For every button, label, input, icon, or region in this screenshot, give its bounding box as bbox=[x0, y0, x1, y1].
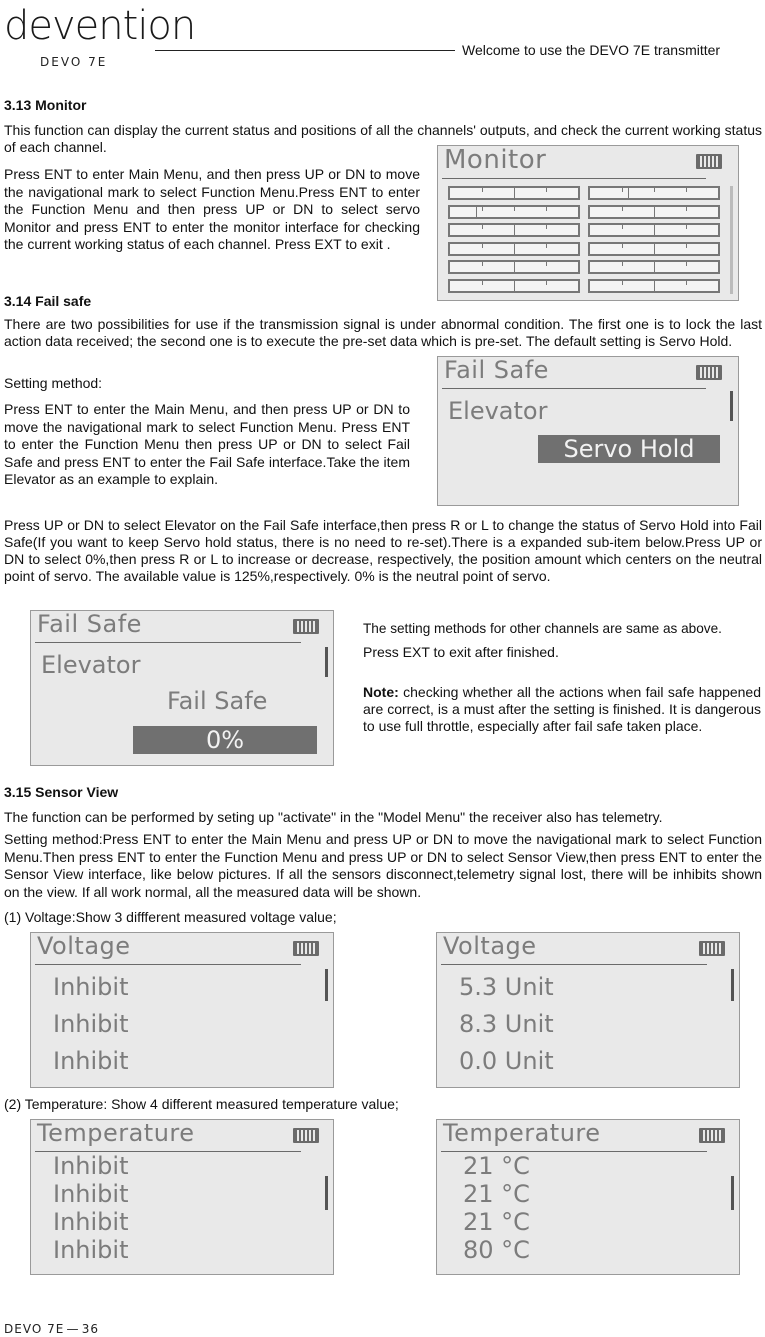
battery-icon bbox=[293, 619, 319, 634]
channel-tick bbox=[686, 188, 687, 192]
battery-icon bbox=[699, 941, 725, 956]
page-footer: DEVO 7E — 36 bbox=[4, 1322, 99, 1336]
screen-item-elevator: Elevator bbox=[41, 651, 141, 679]
channel-position-marker bbox=[628, 188, 629, 198]
screen-status-fail-safe: Fail Safe bbox=[167, 687, 268, 715]
scrollbar bbox=[325, 969, 328, 1001]
failsafe-screen-value bbox=[30, 610, 334, 766]
voltage-value: Inhibit bbox=[53, 1010, 129, 1038]
voltage-value: 0.0 Unit bbox=[459, 1047, 554, 1075]
temperature-caption: (2) Temperature: Show 4 different measured temperature value; bbox=[4, 1096, 399, 1112]
temperature-value: Inhibit bbox=[53, 1152, 129, 1180]
note-label: Note: bbox=[363, 684, 399, 700]
channel-position-marker bbox=[514, 244, 515, 254]
voltage-value: 8.3 Unit bbox=[459, 1010, 554, 1038]
channel-position-marker bbox=[654, 262, 655, 272]
channel-tick bbox=[514, 207, 515, 211]
temperature-value: Inhibit bbox=[53, 1180, 129, 1208]
screen-title: Temperature bbox=[443, 1119, 601, 1147]
header-welcome: Welcome to use the DEVO 7E transmitter bbox=[462, 42, 721, 58]
channel-tick bbox=[482, 244, 483, 248]
channel-bar bbox=[588, 242, 720, 256]
section-heading-failsafe: 3.14 Fail safe bbox=[4, 293, 92, 309]
scrollbar bbox=[325, 647, 328, 677]
channel-bar bbox=[588, 223, 720, 237]
monitor-screen bbox=[437, 145, 739, 301]
channel-tick bbox=[482, 188, 483, 192]
channel-tick bbox=[482, 225, 483, 229]
monitor-body: Press ENT to enter Main Menu, and then press UP or DN to move the navigational mark to select Function Menu.Press ENT to enter the Function Menu and then press UP or DN to select servo Monitor and press ENT to enter the monitor interface for checking the current working status of each channel. Press EXT to exit . bbox=[4, 166, 420, 253]
channel-tick bbox=[622, 225, 623, 229]
channel-position-marker bbox=[654, 207, 655, 217]
sensor-intro: The function can be performed by seting up "activate" in the "Model Menu" the receiver also has telemetry. bbox=[4, 809, 663, 825]
screen-title-rule bbox=[442, 388, 706, 389]
channel-tick bbox=[546, 188, 547, 192]
temperature-value: Inhibit bbox=[53, 1236, 129, 1264]
voltage-value: 5.3 Unit bbox=[459, 973, 554, 1001]
channel-tick bbox=[622, 244, 623, 248]
channel-position-marker bbox=[654, 244, 655, 254]
channel-tick bbox=[622, 207, 623, 211]
channel-bar bbox=[448, 223, 580, 237]
channel-position-marker bbox=[654, 281, 655, 291]
battery-icon bbox=[293, 941, 319, 956]
channel-bar bbox=[588, 279, 720, 293]
model-name: DEVO 7E bbox=[40, 55, 108, 69]
channel-tick bbox=[686, 207, 687, 211]
channel-bar bbox=[448, 205, 580, 219]
temperature-screen-values bbox=[436, 1119, 740, 1275]
failsafe-other-channels: The setting methods for other channels are same as above. bbox=[363, 621, 722, 636]
scrollbar bbox=[730, 391, 733, 421]
channel-tick bbox=[654, 188, 655, 192]
channel-position-marker bbox=[514, 262, 515, 272]
failsafe-body-2: Press UP or DN to select Elevator on the Fail Safe interface,then press R or L to change the status of Servo Hold into Fail Safe(If you want to keep Servo hold status, there is no need to re-set).There is a expanded sub-item below.Press UP or DN to select 0%,then press R or L to increase or decrease, respectively, the position amount which centers on the neutral point of servo. The available value is 125%,respectively. 0% is the neutral point of servo. bbox=[4, 517, 762, 584]
temperature-value: 21 °C bbox=[463, 1180, 530, 1208]
failsafe-body: Press ENT to enter the Main Menu, and then press UP or DN to move the navigational mark to select Function Menu. Press ENT to enter the Function Menu then press UP or DN to select Fail Safe and press ENT to enter the Fail Safe interface.Take the item Elevator as an example to explain. bbox=[4, 401, 410, 488]
channel-position-marker bbox=[654, 225, 655, 235]
failsafe-setting-method: Setting method: bbox=[4, 375, 103, 391]
header-rule bbox=[155, 50, 455, 51]
channel-tick bbox=[482, 207, 483, 211]
scrollbar bbox=[731, 969, 734, 1001]
channel-bar bbox=[448, 279, 580, 293]
channel-bar bbox=[588, 260, 720, 274]
scrollbar bbox=[730, 186, 733, 294]
voltage-caption: (1) Voltage:Show 3 diffferent measured voltage value; bbox=[4, 909, 337, 925]
channel-tick bbox=[546, 244, 547, 248]
failsafe-screen-servo-hold bbox=[437, 356, 739, 506]
sensor-body: Setting method:Press ENT to enter the Main Menu and press UP or DN to move the navigational mark to select Function Menu.Then press ENT to enter the Function Menu and press UP or DN to select Sensor View,then press ENT to enter the Sensor View interface, like below pictures. If all the sensors disconnect,telemetry signal lost, there will be inhibits shown on the view. If all work normal, all the measured data will be shown. bbox=[4, 831, 762, 900]
failsafe-exit: Press EXT to exit after finished. bbox=[363, 644, 559, 660]
screen-title: Voltage bbox=[37, 932, 131, 960]
screen-title-rule bbox=[441, 964, 707, 965]
screen-title: Voltage bbox=[443, 932, 537, 960]
channel-tick bbox=[622, 188, 623, 192]
temperature-value: 21 °C bbox=[463, 1152, 530, 1180]
channel-bar bbox=[588, 205, 720, 219]
channel-tick bbox=[546, 207, 547, 211]
channel-tick bbox=[686, 262, 687, 266]
temperature-value: 80 °C bbox=[463, 1236, 530, 1264]
channel-position-marker bbox=[514, 225, 515, 235]
channel-tick bbox=[482, 262, 483, 266]
channel-bar bbox=[448, 242, 580, 256]
channel-position-marker bbox=[476, 207, 477, 217]
channel-position-marker bbox=[514, 281, 515, 291]
battery-icon bbox=[696, 365, 722, 380]
monitor-intro: This function can display the current status and positions of all the channels' outputs, and check the current working status of each channel. bbox=[4, 122, 762, 155]
channel-tick bbox=[546, 225, 547, 229]
battery-icon bbox=[696, 154, 722, 169]
failsafe-note bbox=[363, 684, 761, 735]
screen-title: Fail Safe bbox=[37, 610, 142, 638]
channel-bar bbox=[448, 186, 580, 200]
channel-tick bbox=[482, 281, 483, 285]
channel-bar bbox=[448, 260, 580, 274]
brand-logo: devention bbox=[4, 3, 196, 49]
screen-title-rule bbox=[442, 178, 706, 179]
voltage-value: Inhibit bbox=[53, 973, 129, 1001]
temperature-screen-inhibit bbox=[30, 1119, 334, 1275]
battery-icon bbox=[293, 1128, 319, 1143]
temperature-value: Inhibit bbox=[53, 1208, 129, 1236]
channel-position-marker bbox=[514, 188, 515, 198]
section-heading-monitor: 3.13 Monitor bbox=[4, 97, 87, 113]
failsafe-intro: There are two possibilities for use if the transmission signal is under abnormal condition. The first one is to lock the last action data received; the second one is to execute the pre-set data which is pre-set. The default setting is Servo Hold. bbox=[4, 316, 762, 349]
channel-bar bbox=[588, 186, 720, 200]
screen-value-percent: 0% bbox=[133, 726, 317, 754]
section-heading-sensor-view: 3.15 Sensor View bbox=[4, 784, 119, 800]
note-text: checking whether all the actions when fail safe happened are correct, is a must after the setting is finished. It is dangerous to use full throttle, especially after fail safe taken place. bbox=[363, 684, 761, 734]
screen-title-rule bbox=[35, 964, 301, 965]
screen-title: Fail Safe bbox=[444, 356, 549, 384]
scrollbar bbox=[325, 1176, 328, 1210]
channel-tick bbox=[622, 281, 623, 285]
screen-title: Temperature bbox=[37, 1119, 195, 1147]
channel-tick bbox=[686, 244, 687, 248]
voltage-value: Inhibit bbox=[53, 1047, 129, 1075]
scrollbar bbox=[731, 1176, 734, 1210]
channel-tick bbox=[686, 281, 687, 285]
channel-tick bbox=[546, 281, 547, 285]
temperature-value: 21 °C bbox=[463, 1208, 530, 1236]
voltage-screen-values bbox=[436, 932, 740, 1088]
screen-title-rule bbox=[35, 642, 301, 643]
channel-tick bbox=[686, 225, 687, 229]
screen-item-elevator: Elevator bbox=[448, 397, 548, 425]
channel-tick bbox=[622, 262, 623, 266]
voltage-screen-inhibit bbox=[30, 932, 334, 1088]
screen-value-servo-hold: Servo Hold bbox=[538, 435, 720, 463]
monitor-screen-title: Monitor bbox=[444, 145, 547, 175]
channel-tick bbox=[546, 262, 547, 266]
battery-icon bbox=[699, 1128, 725, 1143]
